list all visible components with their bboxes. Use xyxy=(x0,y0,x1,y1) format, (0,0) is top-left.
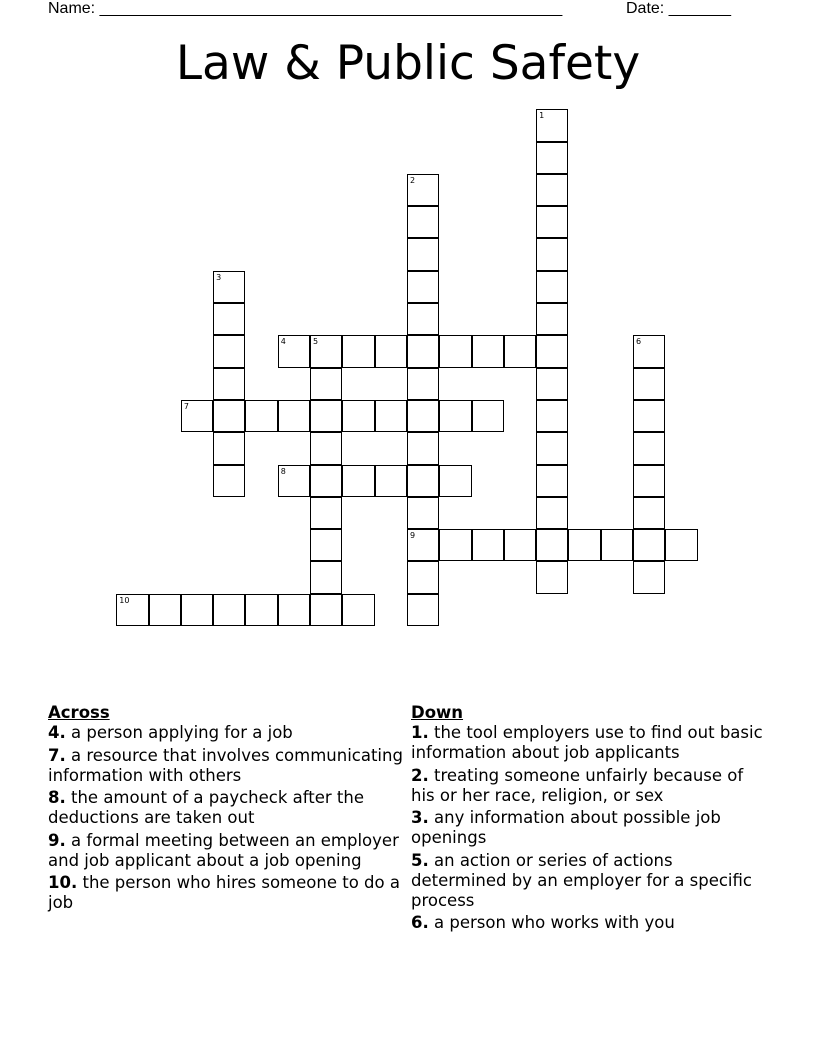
grid-cell[interactable] xyxy=(310,432,342,464)
across-clues xyxy=(48,703,408,916)
grid-cell[interactable] xyxy=(568,529,600,561)
clue-number: 1 xyxy=(539,111,545,121)
clue-text: an action or series of actions determined by an employer for a specific process xyxy=(411,850,752,910)
grid-cell[interactable] xyxy=(536,335,568,367)
grid-cell[interactable] xyxy=(310,594,342,626)
across-clue xyxy=(48,723,408,743)
grid-cell[interactable] xyxy=(310,400,342,432)
down-clue xyxy=(411,913,771,933)
clue-number: 4. xyxy=(48,723,66,742)
grid-cell[interactable] xyxy=(407,271,439,303)
clue-number: 5. xyxy=(411,850,429,870)
clue-number: 8 xyxy=(280,466,286,476)
grid-cell[interactable] xyxy=(310,368,342,400)
grid-cell[interactable] xyxy=(245,400,277,432)
grid-cell[interactable] xyxy=(439,335,471,367)
grid-cell[interactable] xyxy=(310,335,342,367)
clue-number: 9. xyxy=(48,830,66,850)
grid-cell[interactable] xyxy=(407,303,439,335)
grid-cell[interactable] xyxy=(407,368,439,400)
grid-cell[interactable] xyxy=(278,400,310,432)
clue-text: a person applying for a job xyxy=(71,723,293,742)
grid-cell[interactable] xyxy=(472,529,504,561)
across-clue xyxy=(48,873,408,913)
grid-cell[interactable] xyxy=(633,465,665,497)
grid-cell[interactable] xyxy=(407,174,439,206)
clue-text: any information about possible job openings xyxy=(411,808,721,847)
clue-number: 4 xyxy=(280,337,286,347)
clue-number: 7. xyxy=(48,745,66,765)
grid-cell[interactable] xyxy=(633,432,665,464)
down-clue xyxy=(411,808,771,848)
grid-cell[interactable] xyxy=(536,206,568,238)
across-clue xyxy=(48,831,408,871)
clue-number: 5 xyxy=(313,337,319,347)
grid-cell[interactable] xyxy=(407,335,439,367)
clue-number: 2. xyxy=(411,765,429,785)
grid-cell[interactable] xyxy=(472,400,504,432)
grid-cell[interactable] xyxy=(504,335,536,367)
grid-cell[interactable] xyxy=(245,594,277,626)
grid-cell[interactable] xyxy=(536,238,568,270)
grid-cell[interactable] xyxy=(536,432,568,464)
grid-cell[interactable] xyxy=(407,432,439,464)
name-field[interactable]: Name: ____________________________________________________ xyxy=(48,0,563,17)
grid-cell[interactable] xyxy=(407,594,439,626)
grid-cell[interactable] xyxy=(407,561,439,593)
grid-cell[interactable] xyxy=(278,465,310,497)
grid-cell[interactable] xyxy=(310,497,342,529)
grid-cell[interactable] xyxy=(213,432,245,464)
grid-cell[interactable] xyxy=(278,594,310,626)
clue-text: treating someone unfairly because of his or her race, religion, or sex xyxy=(411,765,744,805)
clue-number: 3 xyxy=(216,272,222,282)
grid-cell[interactable] xyxy=(439,465,471,497)
grid-cell[interactable] xyxy=(633,335,665,367)
grid-cell[interactable] xyxy=(342,594,374,626)
grid-cell[interactable] xyxy=(439,400,471,432)
grid-cell[interactable] xyxy=(407,529,439,561)
clue-text: the amount of a paycheck after the deductions are taken out xyxy=(48,788,364,827)
grid-cell[interactable] xyxy=(665,529,697,561)
clue-number: 1. xyxy=(411,723,429,742)
clue-number: 10. xyxy=(48,873,78,892)
grid-cell[interactable] xyxy=(407,497,439,529)
grid-cell[interactable] xyxy=(213,465,245,497)
grid-cell[interactable] xyxy=(181,594,213,626)
down-heading: Down xyxy=(411,703,464,722)
clue-number: 2 xyxy=(409,175,416,185)
grid-cell[interactable] xyxy=(149,594,181,626)
grid-cell[interactable] xyxy=(213,368,245,400)
grid-cell[interactable] xyxy=(407,206,439,238)
clue-number: 8. xyxy=(48,788,66,807)
grid-cell[interactable] xyxy=(213,400,245,432)
clue-text: a formal meeting between an employer and job applicant about a job opening xyxy=(48,830,399,870)
grid-cell[interactable] xyxy=(536,142,568,174)
grid-cell[interactable] xyxy=(536,529,568,561)
clue-text: the tool employers use to find out basic information about job applicants xyxy=(411,723,763,762)
grid-cell[interactable] xyxy=(633,368,665,400)
grid-cell[interactable] xyxy=(375,400,407,432)
grid-cell[interactable] xyxy=(375,335,407,367)
grid-cell[interactable] xyxy=(633,497,665,529)
clue-number: 3. xyxy=(411,808,429,827)
grid-cell[interactable] xyxy=(342,465,374,497)
clue-number: 7 xyxy=(183,401,189,411)
grid-cell[interactable] xyxy=(536,561,568,593)
grid-cell[interactable] xyxy=(407,465,439,497)
down-clues xyxy=(411,703,771,936)
clue-text: a person who works with you xyxy=(434,913,675,932)
grid-cell[interactable] xyxy=(342,335,374,367)
grid-cell[interactable] xyxy=(633,529,665,561)
grid-cell[interactable] xyxy=(536,271,568,303)
grid-cell[interactable] xyxy=(213,303,245,335)
grid-cell[interactable] xyxy=(439,529,471,561)
grid-cell[interactable] xyxy=(504,529,536,561)
grid-cell[interactable] xyxy=(536,303,568,335)
grid-cell[interactable] xyxy=(278,335,310,367)
grid-cell[interactable] xyxy=(536,368,568,400)
grid-cell[interactable] xyxy=(181,400,213,432)
across-clue xyxy=(48,788,408,828)
grid-cell[interactable] xyxy=(601,529,633,561)
grid-cell[interactable] xyxy=(536,174,568,206)
grid-cell[interactable] xyxy=(407,238,439,270)
grid-cell[interactable] xyxy=(116,594,148,626)
grid-cell[interactable] xyxy=(213,594,245,626)
across-clue xyxy=(48,746,408,786)
grid-cell[interactable] xyxy=(536,465,568,497)
page-title: Law & Public Safety xyxy=(175,36,641,91)
clue-number: 10 xyxy=(119,595,130,605)
grid-cell[interactable] xyxy=(633,561,665,593)
grid-cell[interactable] xyxy=(310,561,342,593)
down-clue xyxy=(411,851,771,911)
grid-cell[interactable] xyxy=(536,400,568,432)
clue-text: a resource that involves communicating information with others xyxy=(48,745,403,785)
grid-cell[interactable] xyxy=(633,400,665,432)
clue-number: 6 xyxy=(636,337,642,347)
grid-cell[interactable] xyxy=(375,465,407,497)
clue-number: 9 xyxy=(409,531,416,541)
clue-number: 6. xyxy=(411,913,429,932)
down-clue xyxy=(411,723,771,763)
grid-cell[interactable] xyxy=(213,335,245,367)
grid-cell[interactable] xyxy=(310,529,342,561)
across-heading: Across xyxy=(48,703,110,722)
grid-cell[interactable] xyxy=(472,335,504,367)
grid-cell[interactable] xyxy=(342,400,374,432)
grid-cell[interactable] xyxy=(536,497,568,529)
grid-cell[interactable] xyxy=(310,465,342,497)
clue-text: the person who hires someone to do a job xyxy=(48,873,400,912)
grid-cell[interactable] xyxy=(536,109,568,141)
grid-cell[interactable] xyxy=(213,271,245,303)
date-field[interactable]: Date: _______ xyxy=(626,0,731,17)
down-clue xyxy=(411,766,771,806)
grid-cell[interactable] xyxy=(407,400,439,432)
